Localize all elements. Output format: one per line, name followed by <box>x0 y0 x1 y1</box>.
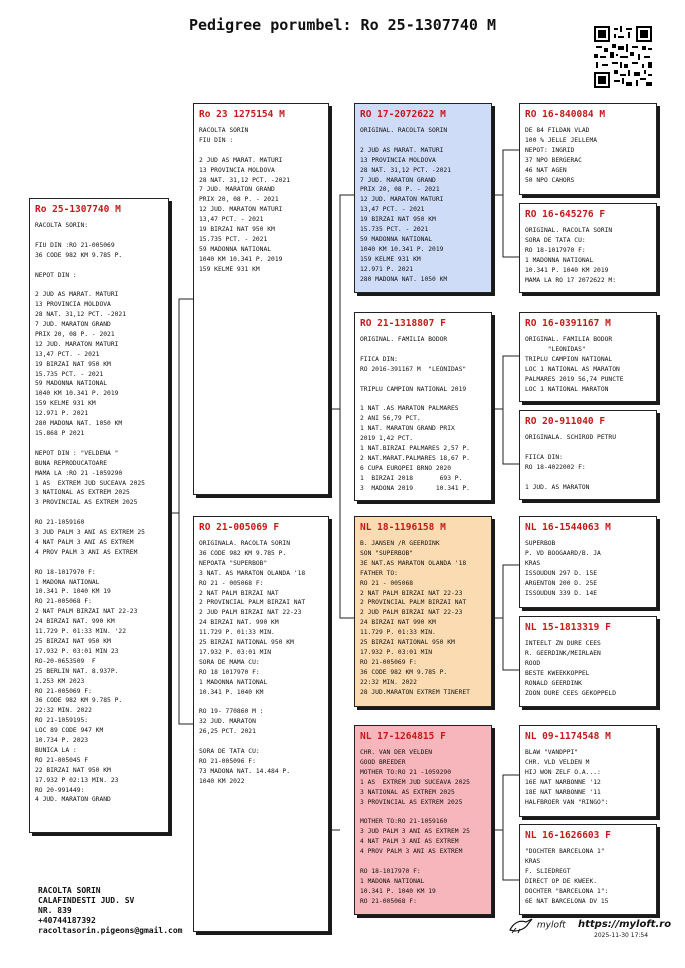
detail-line: 6 CUPA EUROPEI BRNO 2020 <box>360 464 451 472</box>
detail-line: 36 CODE 982 KM 9.785 P. <box>35 697 123 705</box>
detail-line: 1.253 KM 2023 <box>35 677 85 685</box>
detail-line: 3 JUD PALM 3 ANI AS EXTREM 25 <box>35 529 145 537</box>
detail-line: 3E NAT.AS MARATON OLANDA '18 <box>360 559 467 567</box>
pigeon-icon <box>508 916 534 934</box>
detail-line: 19 BIRZAI NAT 950 KM <box>199 226 275 234</box>
generated-timestamp: 2025-11-30 17:54 <box>594 932 649 939</box>
detail-line: 10.341 P. 1040 KM 19 <box>360 887 436 895</box>
detail-line: 4 NAT PALM 3 ANI AS EXTREM <box>360 838 459 846</box>
detail-line: HALFBROER VAN "RINGO": <box>525 798 609 806</box>
brand-logo <box>508 916 566 934</box>
sss-details <box>525 126 651 185</box>
sire-dam-ring-number: RO 21-1318807 F <box>360 318 446 329</box>
detail-line: 25 BIRZAI NAT 950 KM <box>35 637 111 645</box>
detail-line: CHR. VLD VELDEN M <box>525 758 590 766</box>
detail-line: 2019 1,42 PCT. <box>360 435 414 443</box>
detail-line: ISSOUDUN 339 D. 14E <box>525 589 598 597</box>
detail-line: 17.932 P 02:13 MIN. 23 <box>35 776 119 784</box>
detail-line: RO 21-005069 F: <box>35 687 92 695</box>
detail-line: RACOLTA SORIN <box>199 127 249 134</box>
sire-sire-ring-number: RO 17-2072622 M <box>360 109 446 120</box>
brand-url[interactable]: https://myloft.ro <box>578 919 672 930</box>
detail-line: 10.734 P. 2023 <box>35 737 89 745</box>
detail-line: SORA DE TATA CU: <box>525 236 586 244</box>
detail-line: 1040 KM 10.341 P. 2019 <box>35 390 119 398</box>
detail-line: RO 21-1059195: <box>35 717 89 725</box>
detail-line: 3 JUD PALM 3 ANI AS EXTREM 25 <box>360 828 470 836</box>
detail-line: 280 MADONA NAT. 1050 KM <box>35 420 123 428</box>
detail-line: 24 BIRZAI NAT. 990 KM <box>35 618 115 626</box>
dds-ring-number: NL 09-1174548 M <box>525 731 611 742</box>
breeder-name: RACOLTA SORIN <box>38 886 101 895</box>
detail-line: 46 NAT AGEN <box>525 166 567 174</box>
detail-line: MAMA LA :RO 21 -1059290 <box>35 469 123 477</box>
detail-line: SUPERBOB <box>525 540 556 547</box>
dss-card[interactable] <box>519 516 657 608</box>
detail-line: 59 MADONNA NATIONAL <box>35 380 108 388</box>
detail-line: R. GEERDINK/MEIRLAEN <box>525 649 601 657</box>
detail-line <box>360 375 486 385</box>
detail-line <box>35 280 163 290</box>
ssd-ring-number: RO 16-645276 F <box>525 209 606 220</box>
detail-line: 1 MADONA NATIONAL <box>360 877 425 885</box>
detail-line: 73 MADONA NAT. 14.484 P. <box>199 767 290 775</box>
detail-line: 36 CODE 982 KM 9.785 P. <box>360 668 448 676</box>
dam-sire-details <box>360 539 486 698</box>
page-title: Pedigree porumbel: Ro 25-1307740 M <box>188 16 497 34</box>
detail-line: RO 2016-391167 M "LEONIDAS" <box>360 365 467 373</box>
dsd-details <box>525 639 651 698</box>
detail-line: 17.932 P. 03:01 MIN <box>199 648 272 656</box>
sds-card[interactable] <box>519 312 657 402</box>
detail-line: 1 NAT. MARATON GRAND PRIX <box>360 425 455 433</box>
breeder-email[interactable]: racoltasorin.pigeons@gmail.com <box>38 926 183 935</box>
detail-line <box>360 136 486 146</box>
detail-line: PRIX 20, 08 P. - 2021 <box>199 196 279 204</box>
detail-line: 22 BIRZAI NAT 950 KM <box>35 766 111 774</box>
detail-line: 13 PROVINCIA MOLDOVA <box>35 301 111 309</box>
detail-line: 2 ANI 56,79 PCT. <box>360 415 421 423</box>
detail-line: 28 NAT. 31,12 PCT. -2021 <box>199 176 290 184</box>
detail-line: ISSOUDUN 297 D. 15E <box>525 569 598 577</box>
dam-dam-card[interactable] <box>354 725 492 915</box>
detail-line: RO 21-005068 F: <box>360 897 417 905</box>
detail-line: 28 NAT. 31,12 PCT. -2021 <box>360 166 451 174</box>
detail-line <box>35 558 163 568</box>
breeder-number: NR. 839 <box>38 906 72 915</box>
detail-line: 3 NAT. AS MARATON OLANDA '18 <box>199 569 306 577</box>
detail-line: 159 KELME 931 KM <box>35 400 96 408</box>
detail-line: 59 MADONNA NATIONAL <box>199 245 272 253</box>
detail-line: 3 MADONA 2019 10.341 P. <box>360 484 470 492</box>
detail-line: NEPOATA "SUPERBOB" <box>199 559 268 567</box>
detail-line: KRAS <box>525 857 541 865</box>
detail-line: 22:32 MIN. 2022 <box>360 678 417 686</box>
detail-line: LOC 89 CODE 947 KM <box>35 727 104 735</box>
dam-sire-ring-number: NL 18-1196158 M <box>360 522 446 533</box>
detail-line: 3 NATIONAL AS EXTREM 2025 <box>360 788 455 796</box>
detail-line: ORIGINAL. FAMILIA BODOR <box>525 336 613 343</box>
detail-line: RONALD GEERDINK <box>525 679 582 687</box>
dam-ring-number: RO 21-005069 F <box>199 522 280 533</box>
detail-line: 10.341 P. 1040 KM 2019 <box>525 266 609 274</box>
detail-line: "DOCHTER BARCELONA 1" <box>525 848 605 855</box>
ssd-card[interactable] <box>519 203 657 293</box>
detail-line: TRIPLU CAMPION NATIONAL 2019 <box>360 385 467 393</box>
detail-line <box>360 857 486 867</box>
detail-line: 2 NAT PALM BIRZAI NAT 22-23 <box>35 608 138 616</box>
detail-line: KRAS <box>525 559 541 567</box>
detail-line: NEPOT: INGRID <box>525 146 575 154</box>
detail-line: NEPOT DIN : <box>35 271 77 279</box>
detail-line: F. SLIEDREGT <box>525 867 571 875</box>
ddd-details <box>525 847 651 906</box>
detail-line: 11.729 P. 01:33 MIN. <box>199 629 275 637</box>
detail-line: 4 PROV PALM 3 ANI AS EXTREM <box>35 548 138 556</box>
detail-line: TRIPLU CAMPION NATIONAL <box>525 355 613 363</box>
detail-line: 37 NPO BERGERAC <box>525 156 582 164</box>
dam-card[interactable] <box>193 516 329 932</box>
detail-line: 15.735 PCT. - 2021 <box>360 226 429 234</box>
dam-dam-details <box>360 748 486 906</box>
detail-line: SON "SUPERBOB" <box>360 549 414 557</box>
detail-line: RO-20-0653509 F <box>35 657 96 665</box>
breeder-address: CALAFINDESTI JUD. SV <box>38 896 135 905</box>
detail-line: FIICA DIN: <box>360 355 398 363</box>
detail-line: 15.735 PCT. - 2021 <box>35 370 104 378</box>
detail-line: SORA DE MAMA CU: <box>199 658 260 666</box>
dss-ring-number: NL 16-1544063 M <box>525 522 611 533</box>
detail-line: 12.971 P. 2021 <box>35 410 89 418</box>
detail-line: MOTHER TO:RO 21-1059160 <box>360 818 448 826</box>
detail-line: 13,47 PCT. - 2021 <box>360 206 425 214</box>
detail-line: MOTHER TO:RO 21 -1059290 <box>360 768 451 776</box>
subject-card[interactable] <box>29 198 169 833</box>
detail-line: ORIGINAL. RACOLTA SORIN <box>525 227 613 234</box>
ddd-card[interactable] <box>519 824 657 915</box>
detail-line: BESTE KWEEKKOPPEL <box>525 669 590 677</box>
detail-line: 7 JUD. MARATON GRAND <box>360 176 436 184</box>
detail-line: RO 21 - 005068 <box>360 579 414 587</box>
detail-line: INTEELT ZN DURE CEES <box>525 640 601 647</box>
detail-line: 2 JUD AS MARAT. MATURI <box>360 146 444 154</box>
detail-line: 12 JUD. MARATON MATURI <box>360 196 444 204</box>
detail-line: 7 JUD. MARATON GRAND <box>199 186 275 194</box>
sds-details <box>525 335 651 394</box>
detail-line: SORA DE TATA CU: <box>199 748 260 755</box>
detail-line <box>360 345 486 355</box>
detail-line: FIICA DIN: <box>525 453 563 461</box>
detail-line: RO 18-1017970 F: <box>35 568 96 576</box>
detail-line <box>35 231 163 241</box>
detail-line: DE 84 FILDAN VLAD <box>525 127 590 134</box>
detail-line <box>360 807 486 817</box>
detail-line: 2 JUD PALM BIRZAI NAT 22-23 <box>199 609 302 617</box>
detail-line <box>199 737 323 747</box>
detail-line: 25 BIRZAI NATIONAL 950 KM <box>360 639 455 647</box>
detail-line: ORIGINAL. FAMILIA BODOR <box>360 336 448 343</box>
dsd-card[interactable] <box>519 616 657 707</box>
detail-line: 2 NAT PALM BIRZAI NAT <box>199 589 279 597</box>
sire-sire-details <box>360 126 486 284</box>
detail-line: 159 KELME 931 KM <box>199 265 260 273</box>
ssd-details <box>525 226 651 285</box>
detail-line: DOCHTER "BARCELONA 1": <box>525 887 609 895</box>
detail-line: 36 CODE 982 KM 9.785 P. <box>199 549 287 557</box>
detail-line: ORIGINAL. RACOLTA SORIN <box>360 127 448 134</box>
detail-line: 11.729 P. 01:33 MIN. <box>360 629 436 637</box>
detail-line: 4 JUD. MARATON GRAND <box>35 796 111 804</box>
detail-line: ORIGINALA. RACOLTA SORIN <box>199 540 290 547</box>
detail-line: RO 18-1017970 F: <box>360 867 421 875</box>
sire-details <box>199 126 323 275</box>
detail-line: 1040 KM 10.341 P. 2019 <box>360 245 444 253</box>
detail-line: 1 JUD. AS MARATON <box>525 483 590 491</box>
detail-line: RO 21-005096 F: <box>199 757 256 765</box>
breeder-phone: +40744187392 <box>38 916 96 925</box>
detail-line: ZOON DURE CEES GEKOPPELD <box>525 689 616 697</box>
sds-ring-number: RO 16-0391167 M <box>525 318 611 329</box>
detail-line: 22:32 MIN. 2022 <box>35 707 92 715</box>
detail-line: RO 21-005069 F: <box>360 658 417 666</box>
subject-details <box>35 221 163 805</box>
detail-line: 10.341 P. 1040 KM <box>199 688 264 696</box>
detail-line: 2 PROVINCIAL PALM BIRZAI NAT <box>360 599 467 607</box>
detail-line: 17.932 P. 03:01 MIN <box>360 648 433 656</box>
sdd-ring-number: RO 20-911040 F <box>525 416 606 427</box>
sire-sire-card[interactable] <box>354 103 492 293</box>
sire-dam-card[interactable] <box>354 312 492 501</box>
detail-line: 13 PROVINCIA MOLDOVA <box>199 166 275 174</box>
detail-line: 3 PROVINCIAL AS EXTREM 2025 <box>360 798 463 806</box>
detail-line: 15.868 P 2021 <box>35 429 85 437</box>
detail-line: 1 NAT.BIRZAI PALMARES 2,57 P. <box>360 444 470 452</box>
detail-line: LOC 1 NATIONAL MARATON <box>525 385 609 393</box>
sdd-details <box>525 433 651 492</box>
detail-line <box>360 394 486 404</box>
detail-line: FIU DIN : <box>199 136 234 144</box>
sss-ring-number: RO 16-840084 M <box>525 109 606 120</box>
detail-line: RO 20-991449: <box>35 786 85 794</box>
detail-line: NEPOT DIN : "VELDENA " <box>35 449 119 457</box>
detail-line: 28 NAT. 31,12 PCT. -2021 <box>35 311 126 319</box>
detail-line: RO 21-1059160 <box>35 519 85 527</box>
detail-line: RO 21-005068 F: <box>35 598 92 606</box>
qr-code <box>592 24 654 90</box>
detail-line <box>199 698 323 708</box>
detail-line: HIJ WON ZELF O.A...: <box>525 768 601 776</box>
brand-block <box>508 916 672 948</box>
detail-line: PRIX 20, 08 P. - 2021 <box>360 186 440 194</box>
detail-line: 6E NAT BARCELONA DV 15 <box>525 897 609 905</box>
detail-line: 24 BIRZAI NAT. 990 KM <box>199 619 279 627</box>
detail-line: FIU DIN :RO 21-005069 <box>35 241 115 249</box>
detail-line: 15.735 PCT. - 2021 <box>199 235 268 243</box>
sire-dam-details <box>360 335 486 493</box>
detail-line: 13,47 PCT. - 2021 <box>199 216 264 224</box>
detail-line: 2 JUD PALM BIRZAI NAT 22-23 <box>360 609 463 617</box>
detail-line <box>35 439 163 449</box>
detail-line: 32 JUD. MARATON <box>199 718 256 726</box>
detail-line: ROOD <box>525 659 541 667</box>
dss-details <box>525 539 651 598</box>
breeder-info <box>38 886 183 936</box>
detail-line: 2 PROVINCIAL PALM BIRZAI NAT <box>199 599 306 607</box>
detail-line: RO 21 - 005068 F: <box>199 579 264 587</box>
detail-line: 12 JUD. MARATON MATURI <box>199 206 283 214</box>
detail-line: 17.932 P. 03:01 MIN 23 <box>35 647 119 655</box>
detail-line: 12 JUD. MARATON MATURI <box>35 340 119 348</box>
detail-line: 159 KELME 931 KM <box>360 255 421 263</box>
detail-line: B. JANSEN /R GEERDINK <box>360 540 440 547</box>
detail-line: RO 18-4022002 F: <box>525 463 586 471</box>
detail-line: BUNICA LA : <box>35 746 77 754</box>
detail-line: RACOLTA SORIN: <box>35 222 89 229</box>
detail-line: 19 BIRZAI NAT 950 KM <box>360 216 436 224</box>
detail-line: RO 18-1017970 F: <box>525 246 586 254</box>
detail-line <box>35 508 163 518</box>
detail-line: RO 21-005045 F <box>35 756 89 764</box>
sire-ring-number: Ro 23 1275154 M <box>199 109 285 120</box>
detail-line: 1 AS EXTREM JUD SUCEAVA 2025 <box>35 479 145 487</box>
brand-logo-text: myloft <box>536 920 566 931</box>
detail-line: 25 BIRZAI NATIONAL 950 KM <box>199 639 294 647</box>
detail-line: ARGENTON 200 D. 25E <box>525 579 598 587</box>
detail-line <box>525 443 651 453</box>
dam-details <box>199 539 323 787</box>
detail-line: 280 MADONA NAT. 1050 KM <box>360 275 448 283</box>
detail-line: 1 BIRZAI 2018 693 P. <box>360 474 463 482</box>
detail-line: 26,25 PCT. 2021 <box>199 728 256 736</box>
dsd-ring-number: NL 15-1813319 F <box>525 622 611 633</box>
detail-line: 100 % JELLE JELLEMA <box>525 136 598 144</box>
detail-line: 59 MADONNA NATIONAL <box>360 235 433 243</box>
detail-line: 4 PROV PALM 3 ANI AS EXTREM <box>360 848 463 856</box>
sss-card[interactable] <box>519 103 657 195</box>
detail-line: MAMA LA RO 17 2072622 M: <box>525 276 616 284</box>
detail-line: 3 NATIONAL AS EXTREM 2025 <box>35 489 130 497</box>
detail-line: 12.971 P. 2021 <box>360 265 414 273</box>
detail-line: FATHER TO: <box>360 569 398 577</box>
detail-line: P. VD BOOGAARD/B. JA <box>525 549 601 557</box>
detail-line: 10.341 P. 1040 KM 19 <box>35 588 111 596</box>
detail-line: BLAW "VANDPPI" <box>525 749 579 756</box>
detail-line: 1 MADONNA NATIONAL <box>525 256 594 264</box>
detail-line: 2 JUD AS MARAT. MATURI <box>35 291 119 299</box>
detail-line: 1 NAT .AS MARATON PALMARES <box>360 405 459 413</box>
detail-line: 7 JUD. MARATON GRAND <box>35 321 111 329</box>
detail-line <box>525 473 651 483</box>
detail-line: 1 MADONA NATIONAL <box>35 578 100 586</box>
subject-ring-number: Ro 25-1307740 M <box>35 204 121 215</box>
detail-line: ORIGINALA. SCHIROD PETRU <box>525 434 616 441</box>
detail-line: 2 NAT.MARAT.PALMARES 18,67 P. <box>360 454 470 462</box>
detail-line: 1040 KM 2022 <box>199 777 245 785</box>
detail-line: BUNA REPRODUCATOARE <box>35 459 108 467</box>
detail-line: 25 BERLIN NAT. 8.937P. <box>35 667 119 675</box>
detail-line: DIRECT OP DE KWEEK. <box>525 877 598 885</box>
detail-line: 19 BIRZAI NAT 950 KM <box>35 360 111 368</box>
ddd-ring-number: NL 16-1626603 F <box>525 830 611 841</box>
detail-line: 11.729 P. 01:33 MIN. '22 <box>35 628 126 636</box>
detail-line: RO 19- 770860 M : <box>199 708 264 716</box>
sdd-card[interactable] <box>519 410 657 500</box>
detail-line: GOOD BREEDER <box>360 758 406 766</box>
detail-line: RO 18 1017970 F: <box>199 668 260 676</box>
detail-line: 1040 KM 10.341 P. 2019 <box>199 255 283 263</box>
detail-line: 24 BIRZAI NAT 990 KM <box>360 619 436 627</box>
detail-line <box>35 261 163 271</box>
detail-line: PALMARES 2019 56,74 PUNCTE <box>525 375 624 383</box>
detail-line: 1 AS EXTREM JUD SUCEAVA 2025 <box>360 778 470 786</box>
detail-line: 18E NAT NARBONNE '11 <box>525 788 601 796</box>
dam-dam-ring-number: NL 17-1264815 F <box>360 731 446 742</box>
detail-line: 13 PROVINCIA MOLDOVA <box>360 156 436 164</box>
detail-line: CHR. VAN DER VELDEN <box>360 749 433 756</box>
dds-card[interactable] <box>519 725 657 817</box>
detail-line: 2 NAT PALM BIRZAI NAT 22-23 <box>360 589 463 597</box>
detail-line: 28 JUD.MARATON EXTREM TINERET <box>360 688 470 696</box>
detail-line: 4 NAT PALM 3 ANI AS EXTREM <box>35 538 134 546</box>
detail-line: 1 MADONNA NATIONAL <box>199 678 268 686</box>
detail-line: PRIX 20, 08 P. - 2021 <box>35 330 115 338</box>
detail-line: 50 NPO CAHORS <box>525 176 575 184</box>
sire-card[interactable] <box>193 103 329 495</box>
dds-details <box>525 748 651 807</box>
detail-line: 16E NAT NARBONNE '12 <box>525 778 601 786</box>
dam-sire-card[interactable] <box>354 516 492 707</box>
detail-line: LOC 1 NATIONAL AS MARATON <box>525 365 620 373</box>
detail-line: 13,47 PCT. - 2021 <box>35 350 100 358</box>
detail-line: 3 PROVINCIAL AS EXTREM 2025 <box>35 499 138 507</box>
detail-line: 2 JUD AS MARAT. MATURI <box>199 156 283 164</box>
detail-line: 36 CODE 982 KM 9.785 P. <box>35 251 123 259</box>
detail-line: "LEONIDAS" <box>525 345 586 353</box>
detail-line <box>199 146 323 156</box>
